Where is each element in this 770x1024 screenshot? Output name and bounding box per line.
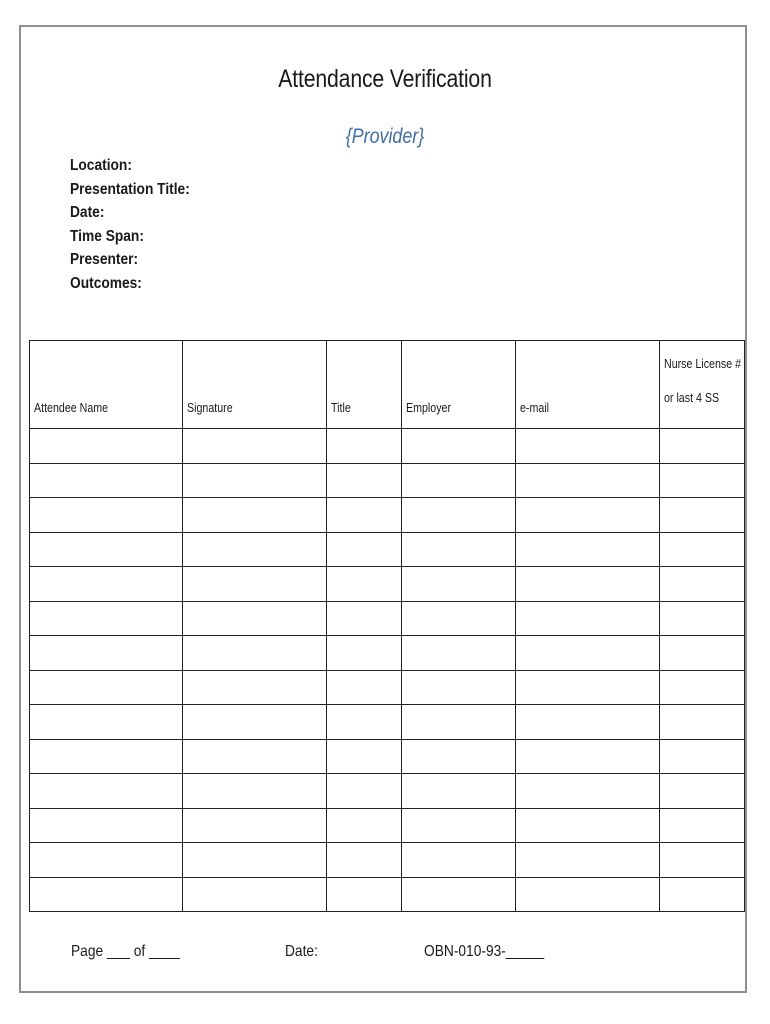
header-email: e-mail	[516, 341, 660, 429]
header-nurse-license: Nurse License # or last 4 SS	[660, 341, 745, 429]
attendance-table	[29, 340, 745, 912]
table-cell[interactable]	[183, 567, 327, 602]
table-cell[interactable]	[30, 774, 183, 809]
table-cell[interactable]	[183, 774, 327, 809]
table-row	[30, 463, 745, 498]
table-row	[30, 670, 745, 705]
table-cell[interactable]	[402, 498, 516, 533]
table-cell[interactable]	[516, 705, 660, 740]
date-label: Date:	[70, 204, 105, 221]
table-cell[interactable]	[327, 877, 402, 912]
form-title: Attendance Verification	[278, 65, 492, 93]
table-cell[interactable]	[516, 601, 660, 636]
table-cell[interactable]	[183, 429, 327, 464]
table-header-row	[30, 341, 745, 429]
table-cell[interactable]	[183, 532, 327, 567]
table-cell[interactable]	[183, 463, 327, 498]
table-cell[interactable]	[660, 429, 745, 464]
table-cell[interactable]	[660, 705, 745, 740]
table-cell[interactable]	[327, 429, 402, 464]
provider-placeholder: {Provider}	[345, 125, 425, 148]
attendance-rows	[30, 429, 745, 912]
table-cell[interactable]	[327, 636, 402, 671]
table-cell[interactable]	[327, 774, 402, 809]
table-cell[interactable]	[516, 877, 660, 912]
table-cell[interactable]	[402, 774, 516, 809]
table-cell[interactable]	[516, 636, 660, 671]
table-row	[30, 636, 745, 671]
table-cell[interactable]	[183, 808, 327, 843]
table-cell[interactable]	[660, 498, 745, 533]
table-cell[interactable]	[516, 429, 660, 464]
table-cell[interactable]	[183, 843, 327, 878]
table-cell[interactable]	[402, 705, 516, 740]
footer-date-label: Date:	[285, 943, 318, 960]
table-cell[interactable]	[183, 498, 327, 533]
table-cell[interactable]	[327, 601, 402, 636]
table-cell[interactable]	[660, 774, 745, 809]
table-cell[interactable]	[402, 739, 516, 774]
table-cell[interactable]	[30, 636, 183, 671]
table-cell[interactable]	[660, 532, 745, 567]
table-cell[interactable]	[327, 498, 402, 533]
table-cell[interactable]	[516, 532, 660, 567]
table-cell[interactable]	[30, 463, 183, 498]
table-row	[30, 808, 745, 843]
table-row	[30, 498, 745, 533]
time-span-label: Time Span:	[70, 227, 144, 245]
outcomes-label: Outcomes:	[70, 274, 142, 292]
table-cell[interactable]	[30, 498, 183, 533]
table-cell[interactable]	[30, 429, 183, 464]
table-cell[interactable]	[402, 808, 516, 843]
table-cell[interactable]	[402, 670, 516, 705]
table-cell[interactable]	[327, 670, 402, 705]
table-cell[interactable]	[660, 670, 745, 705]
page-count: Page ___ of ____	[71, 943, 180, 960]
table-row	[30, 705, 745, 740]
table-cell[interactable]	[183, 636, 327, 671]
table-cell[interactable]	[660, 601, 745, 636]
table-cell[interactable]	[327, 567, 402, 602]
table-cell[interactable]	[516, 463, 660, 498]
table-cell[interactable]	[402, 601, 516, 636]
table-cell[interactable]	[327, 808, 402, 843]
table-cell[interactable]	[327, 463, 402, 498]
table-cell[interactable]	[327, 843, 402, 878]
attendance-form-page	[19, 25, 747, 993]
table-cell[interactable]	[516, 567, 660, 602]
table-cell[interactable]	[30, 670, 183, 705]
header-attendee-name: Attendee Name	[30, 341, 183, 429]
table-cell[interactable]	[516, 808, 660, 843]
table-cell[interactable]	[183, 601, 327, 636]
table-row	[30, 601, 745, 636]
table-row	[30, 843, 745, 878]
table-row	[30, 429, 745, 464]
table-cell[interactable]	[660, 808, 745, 843]
table-cell[interactable]	[327, 739, 402, 774]
presenter-label: Presenter:	[70, 251, 139, 268]
table-cell[interactable]	[30, 567, 183, 602]
table-cell[interactable]	[30, 843, 183, 878]
presentation-title-label: Presentation Title:	[70, 180, 190, 198]
table-cell[interactable]	[327, 705, 402, 740]
table-cell[interactable]	[327, 532, 402, 567]
table-row	[30, 567, 745, 602]
table-cell[interactable]	[402, 429, 516, 464]
table-cell[interactable]	[660, 463, 745, 498]
table-cell[interactable]	[183, 877, 327, 912]
table-cell[interactable]	[402, 877, 516, 912]
table-cell[interactable]	[183, 705, 327, 740]
table-cell[interactable]	[30, 705, 183, 740]
table-cell[interactable]	[660, 567, 745, 602]
table-cell[interactable]	[660, 739, 745, 774]
table-cell[interactable]	[660, 877, 745, 912]
table-cell[interactable]	[516, 739, 660, 774]
table-cell[interactable]	[30, 532, 183, 567]
table-cell[interactable]	[30, 601, 183, 636]
table-row	[30, 739, 745, 774]
table-cell[interactable]	[183, 739, 327, 774]
table-cell[interactable]	[402, 463, 516, 498]
header-signature: Signature	[183, 341, 327, 429]
table-cell[interactable]	[516, 774, 660, 809]
table-cell[interactable]	[402, 843, 516, 878]
table-cell[interactable]	[660, 843, 745, 878]
table-row	[30, 877, 745, 912]
table-cell[interactable]	[183, 670, 327, 705]
table-cell[interactable]	[402, 567, 516, 602]
table-cell[interactable]	[516, 498, 660, 533]
header-employer: Employer	[402, 341, 516, 429]
table-cell[interactable]	[30, 877, 183, 912]
table-row	[30, 532, 745, 567]
table-cell[interactable]	[402, 532, 516, 567]
table-row	[30, 774, 745, 809]
location-label: Location:	[70, 157, 132, 174]
table-cell[interactable]	[660, 636, 745, 671]
table-cell[interactable]	[30, 739, 183, 774]
table-cell[interactable]	[402, 636, 516, 671]
header-title: Title	[327, 341, 402, 429]
table-cell[interactable]	[516, 670, 660, 705]
table-cell[interactable]	[30, 808, 183, 843]
table-cell[interactable]	[516, 843, 660, 878]
session-info-fields	[70, 154, 190, 295]
form-code: OBN-010-93-_____	[424, 943, 545, 960]
